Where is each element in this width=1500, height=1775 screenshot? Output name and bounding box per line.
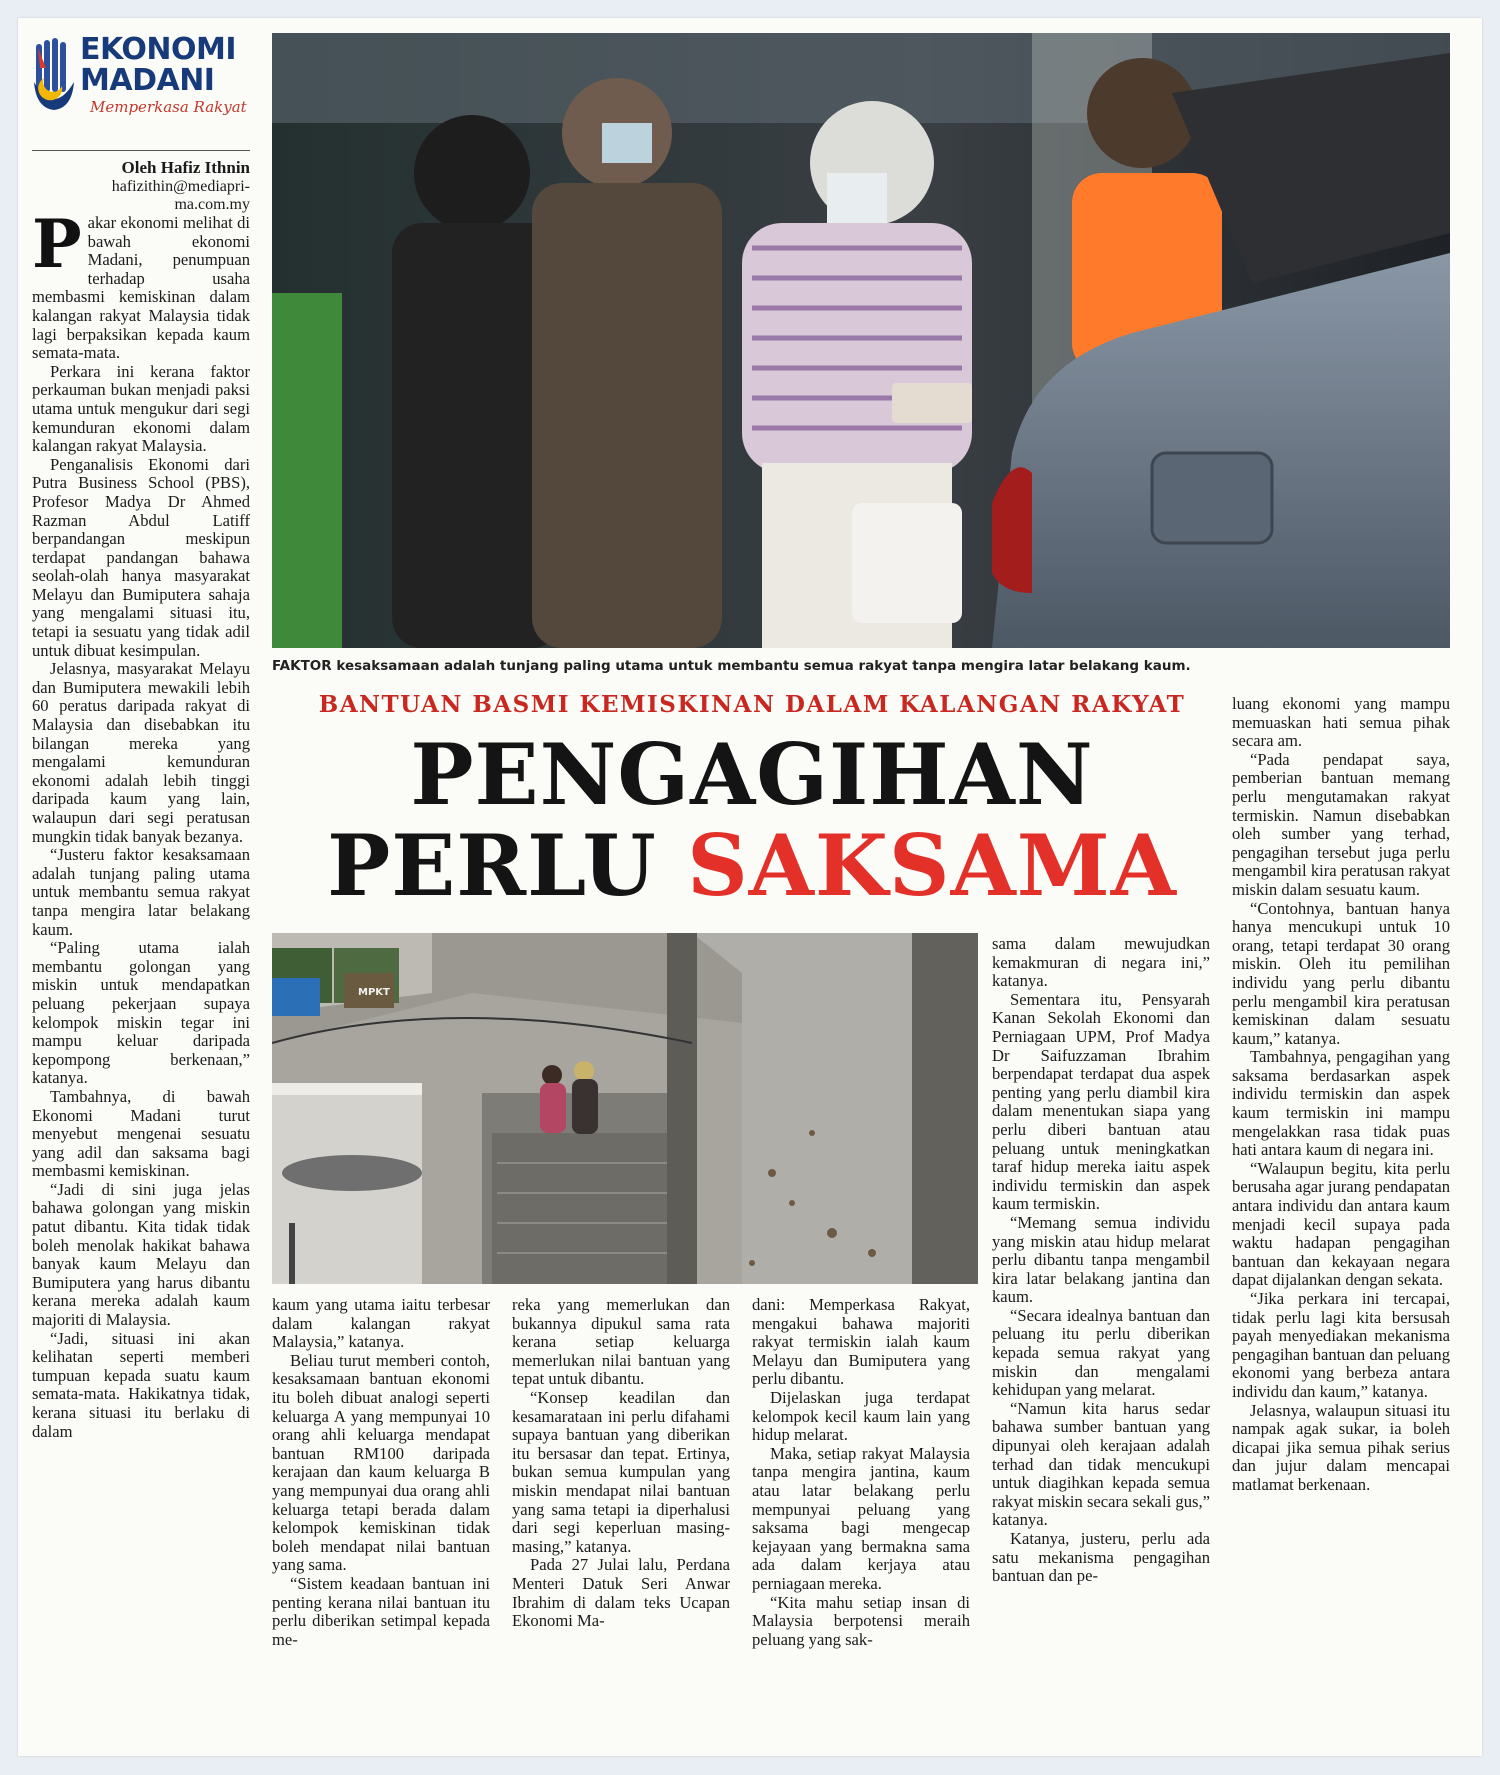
- headline-line-1: PENGAGIHAN: [410, 725, 1094, 824]
- article-paragraph-text: akar ekonomi melihat di bawah ekonomi Madani, penumpuan terhadap usaha membasmi kemiskinan dalam kalangan rakyat Malaysia tidak lagi berpaksikan kepada kaum semata-mata.: [32, 214, 250, 363]
- logo-wordmark: [80, 34, 280, 96]
- article-paragraph: Katanya, justeru, perlu ada satu mekanisma pengagihan bantuan dan pe-: [992, 1529, 1210, 1586]
- logo-line-1: EKONOMI: [80, 32, 237, 67]
- second-photo-flats-stairway: [272, 933, 978, 1284]
- bin-label: MPKT: [358, 987, 390, 998]
- main-photo-food-aid-queue: [272, 33, 1450, 648]
- logo-line-2: MADANI: [80, 63, 215, 98]
- article-paragraph: [32, 214, 250, 363]
- article-paragraph: Tambahnya, pengagihan yang saksama berdasarkan aspek individu termiskin dan aspek kaum termiskin ini mampu mengelakkan rasa tidak puas hati antara kaum di negara ini.: [1232, 1047, 1450, 1160]
- article-paragraph: “Walaupun begitu, kita perlu berusaha agar jurang pendapatan antara individu dan antara kaum menjadi kecil supaya pada waktu hadapan pengagihan bantuan dan kekayaan negara dapat dijalankan dengan sekata.: [1232, 1158, 1450, 1290]
- article-paragraph: “Contohnya, bantuan hanya hanya mencukupi untuk 10 orang, tetapi terdapat 30 orang miskin. Oleh itu pemilihan individu yang perlu dibantu perlu mengambil kira peratusan kemiskinan dalam sesuatu kaum,” katanya.: [1232, 898, 1450, 1048]
- article-paragraph: Dijelaskan juga terdapat kelompok kecil kaum lain yang hidup melarat.: [752, 1387, 970, 1445]
- article-paragraph: “Sistem keadaan bantuan ini penting kerana nilai bantuan itu perlu diberikan setimpal kepada me-: [272, 1573, 490, 1649]
- article-column-6: [1232, 695, 1450, 1744]
- headline-accent-part: SAKSAMA: [687, 816, 1177, 915]
- article-paragraph: “Paling utama ialah membantu golongan yang miskin untuk mendapatkan peluang pekerjaan supaya kelompok miskin tegar ini mampu keluar daripada kepompong berkenaan,” katanya.: [32, 938, 250, 1088]
- dropcap: P: [32, 214, 82, 283]
- second-photo-illustration: [272, 933, 978, 1284]
- article-paragraph: “Memang semua individu yang miskin atau hidup melarat perlu dibantu tanpa mengambil kira latar belakang jantina dan kaum.: [992, 1212, 1210, 1307]
- headline-black-part: PERLU: [327, 816, 688, 915]
- article-paragraph: kaum yang utama iaitu terbesar dalam kalangan rakyat Malaysia,” katanya.: [272, 1296, 490, 1352]
- article-paragraph: Maka, setiap rakyat Malaysia tanpa mengira jantina, kaum atau latar belakang perlu mempunyai peluang yang saksama bagi mengecap kejayaan yang bermakna sama ada dalam kerjaya atau perniagaan mereka.: [752, 1443, 970, 1593]
- article-paragraph: Jelasnya, walaupun situasi itu nampak agak sukar, ia boleh dicapai jika semua pihak serius dan jujur dalam mencapai matlamat berkenaan.: [1232, 1400, 1450, 1494]
- article-paragraph: Penganalisis Ekonomi dari Putra Business School (PBS), Profesor Madya Dr Ahmed Razman Abdul Latiff berpandangan meskipun terdapat pandangan bahawa seolah-olah hanya masyarakat Melayu dan Bumiputera sahaja yang mengalami situasi itu, tetapi ia sesuatu yang tidak adil untuk dibuat kesimpulan.: [32, 454, 250, 660]
- logo-tagline: Memperkasa Rakyat: [90, 98, 247, 116]
- article-column-3: [512, 1296, 730, 1744]
- byline-divider: [32, 150, 250, 151]
- article-column-2: [272, 1296, 490, 1744]
- article-paragraph: Beliau turut memberi contoh, kesaksamaan bantuan ekonomi itu boleh dibuat analogi seperti keluarga A yang mempunyai 10 orang ahli keluarga mendapat bantuan RM100 daripada kerajaan dan kaum keluarga B yang mempunyai dua orang ahli keluarga tetapi berada dalam kelompok kemiskinan tidak boleh mendapat nilai bantuan yang sama.: [272, 1350, 490, 1575]
- article-paragraph: “Justeru faktor kesaksamaan adalah tunjang paling utama untuk membantu semua rakyat tanpa mengira latar belakang kaum.: [32, 845, 250, 939]
- article-paragraph: “Jadi, situasi ini akan kelihatan seperti memberi tumpuan kepada suatu kaum semata-mata. Hakikatnya tidak, kerana situasi itu berlaku di dalam: [32, 1328, 250, 1441]
- article-paragraph: “Konsep keadilan dan kesamarataan ini perlu difahami supaya bantuan yang diberikan itu bersasar dan tepat. Ertinya, bukan semua kumpulan yang miskin mendapat nilai bantuan yang sama tetapi ia diperhalusi dari segi keperluan masing-masing,” katanya.: [512, 1387, 730, 1556]
- article-paragraph: Perkara ini kerana faktor perkauman bukan menjadi paksi utama untuk mengukur dari segi kemunduran ekonomi dalam kalangan rakyat Malaysia.: [32, 361, 250, 456]
- article-column-5: [992, 935, 1210, 1744]
- article-paragraph: Jelasnya, masyarakat Melayu dan Bumiputera mewakili lebih 60 peratus daripada rakyat di Malaysia dan disebabkan itu bilangan mereka yang mengalami kemunduran ekonomi adalah lebih tinggi daripada kaum yang lain, walaupun dari segi peratusan mungkin tidak banyak bezanya.: [32, 659, 250, 846]
- article-paragraph: “Kita mahu setiap insan di Malaysia berpotensi meraih peluang yang sak-: [752, 1592, 970, 1649]
- article-paragraph: sama dalam mewujudkan kemakmuran di negara ini,” katanya.: [992, 935, 1210, 991]
- byline-email-line-2: ma.com.my: [174, 196, 250, 213]
- article-paragraph: Tambahnya, di bawah Ekonomi Madani turut menyebut mengenai sesuatu yang adil dan saksama bagi membasmi kemiskinan.: [32, 1086, 250, 1181]
- article-paragraph: “Jadi di sini juga jelas bahawa golongan yang miskin patut dibantu. Kita tidak tidak boleh menolak hakikat bahawa banyak kaum Melayu dan Bumiputera yang harus dibantu kerana mereka adalah kaum majoriti di Malaysia.: [32, 1179, 250, 1330]
- byline-email: [32, 178, 250, 214]
- article-paragraph: luang ekonomi yang mampu memuaskan hati semua pihak secara am.: [1232, 695, 1450, 751]
- photo-caption: FAKTOR kesaksamaan adalah tunjang paling utama untuk membantu semua rakyat tanpa mengira latar belakang kaum.: [272, 658, 1191, 674]
- byline-email-line-1: hafizithin@mediapri-: [111, 178, 250, 195]
- article-column-1: [32, 214, 250, 1744]
- article-paragraph: “Namun kita harus sedar bahawa sumber bantuan yang dipunyai oleh kerajaan adalah terhad dan tidak mencukupi untuk diagihkan kepada semua rakyat miskin secara sekali gus,” katanya.: [992, 1398, 1210, 1530]
- newspaper-page: [18, 18, 1482, 1756]
- kicker-headline: BANTUAN BASMI KEMISKINAN DALAM KALANGAN RAKYAT: [318, 691, 1186, 718]
- byline-author: Oleh Hafiz Ithnin: [121, 158, 250, 177]
- article-paragraph: reka yang memerlukan dan bukannya dipukul sama rata kerana setiap keluarga memerlukan nilai bantuan yang tepat untuk dibantu.: [512, 1296, 730, 1389]
- headline-line-2: [272, 816, 1232, 915]
- article-paragraph: dani: Memperkasa Rakyat, mengakui bahawa majoriti rakyat termiskin ialah kaum Melayu dan Bumiputera yang perlu dibantu.: [752, 1296, 970, 1389]
- main-photo-illustration: [272, 33, 1450, 648]
- article-paragraph: Sementara itu, Pensyarah Kanan Sekolah Ekonomi dan Perniagaan UPM, Prof Madya Dr Saifuzzaman Ibrahim berpendapat terdapat dua aspek penting yang perlu diambil kira dalam menentukan siapa yang perlu diberi bantuan atau peluang untuk meningkatkan taraf hidup mereka iaitu aspek individu termiskin dan aspek kaum termiskin.: [992, 989, 1210, 1214]
- article-paragraph: Pada 27 Julai lalu, Perdana Menteri Datuk Seri Anwar Ibrahim di dalam teks Ucapan Ekonomi Ma-: [512, 1555, 730, 1631]
- article-column-4: [752, 1296, 970, 1744]
- ekonomi-madani-logo-icon: [32, 38, 76, 116]
- article-paragraph: “Pada pendapat saya, pemberian bantuan memang perlu mengutamakan rakyat termiskin. Namun disebabkan oleh sumber yang terhad, pengagihan tersebut juga perlu mengambil kira peratusan rakyat miskin dalam sesuatu kaum.: [1232, 749, 1450, 899]
- article-paragraph: “Jika perkara ini tercapai, tidak perlu lagi kita bersusah payah menyediakan mekanisma pengagihan bantuan dan peluang ekonomi yang berbeza antara individu dan kaum,” katanya.: [1232, 1289, 1450, 1401]
- article-paragraph: “Secara idealnya bantuan dan peluang itu perlu diberikan kepada semua rakyat yang miskin dan mengalami kehidupan yang melarat.: [992, 1305, 1210, 1400]
